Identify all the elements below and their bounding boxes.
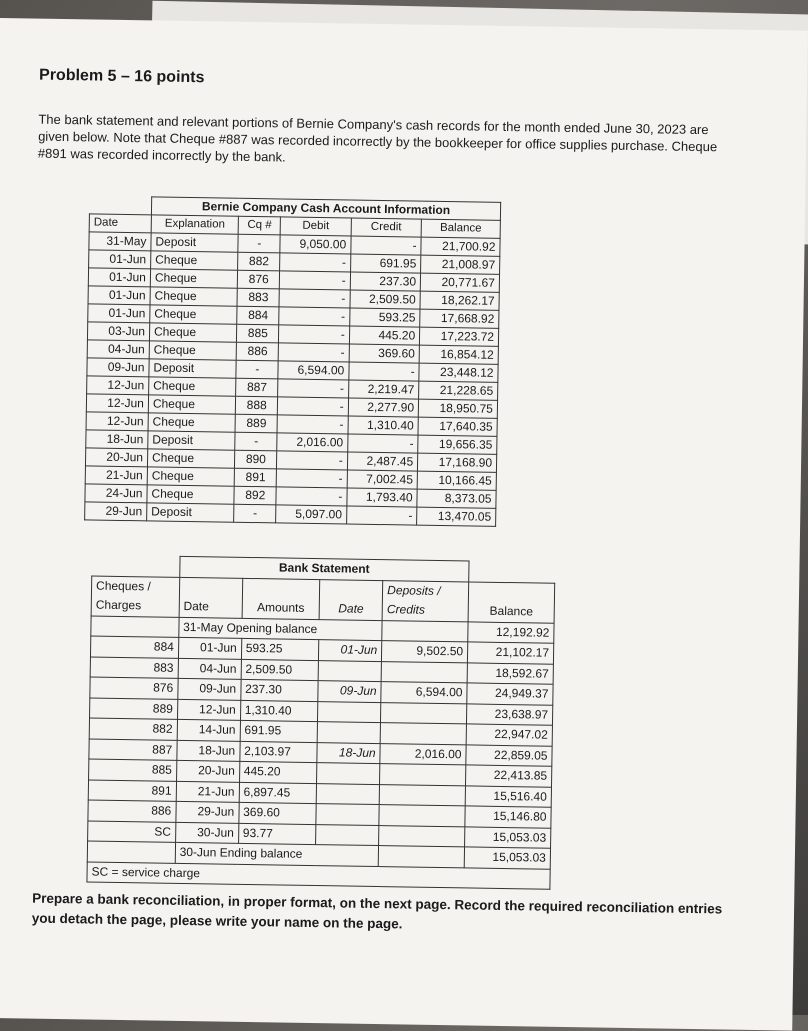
cell-balance: 22,413.85 [466,765,552,787]
bank-statement-table [86,555,555,890]
sc-note: SC = service charge [87,861,550,889]
cell-cq: 876 [238,270,280,289]
cell-explanation: Deposit [149,359,237,378]
cell-cq: - [235,432,277,451]
opening-label: 31-May Opening balance [179,617,383,641]
cell-deposit [379,805,465,827]
cell-amount: 691.95 [240,720,318,742]
cell-cq: 885 [237,324,279,343]
cell-credit: 237.30 [350,272,421,291]
cell-explanation: Cheque [149,341,237,360]
cell-debit: - [280,271,351,290]
cell-date: 29-Jun [176,801,239,822]
cell-cq: 889 [235,414,277,433]
cell-deposit-date [317,722,380,743]
cell-debit: - [277,415,348,434]
cell-credit: 2,509.50 [350,290,421,309]
cell-balance: 17,668.92 [420,309,499,328]
cell-date: 12-Jun [87,376,149,395]
cell-cq: 882 [238,252,280,271]
cell-explanation: Cheque [147,449,235,468]
cell-deposit [381,702,467,724]
cell-balance: 21,700.92 [421,237,500,256]
cell-date: 18-Jun [177,740,240,761]
cell-explanation: Cheque [150,305,238,324]
cell-cheque: SC [88,820,176,842]
cell-deposit: 6,594.00 [381,682,467,704]
cell-date: 01-Jun [88,286,150,305]
cell-debit: - [278,343,349,362]
cell-cq: 888 [236,396,278,415]
cell-credit: 1,310.40 [348,416,419,435]
cell-balance: 17,640.35 [418,417,497,436]
cell-cq: 892 [234,486,276,505]
cell-credit: 691.95 [350,254,421,273]
cell-cq: 890 [235,450,277,469]
cell-credit: 445.20 [349,326,420,345]
cell-balance: 8,373.05 [417,489,496,508]
problem-title: Problem 5 – 16 points [38,66,205,87]
cell-deposit-date: 01-Jun [319,640,382,661]
cell-explanation: Cheque [148,413,236,432]
cell-date: 01-Jun [88,268,150,287]
col-credit: Credit [351,218,422,237]
cell-balance: 17,168.90 [418,453,497,472]
cell-explanation: Cheque [150,269,238,288]
cell-credit: 2,219.47 [348,380,419,399]
cell-date: 20-Jun [85,448,147,467]
cell-credit: - [351,236,422,255]
cell-explanation: Cheque [148,395,236,414]
cell-credit: - [346,506,417,525]
cell-deposit-date: 09-Jun [318,681,381,702]
cell-debit: - [279,325,350,344]
cell-balance: 23,638.97 [467,703,553,725]
cell-credit: 2,487.45 [347,452,418,471]
opening-balance: 12,192.92 [468,621,554,643]
cell-date: 03-Jun [87,322,149,341]
cell-cq: - [238,234,280,253]
cell-deposit-date: 18-Jun [317,742,380,763]
cell-explanation: Cheque [147,485,235,504]
cell-balance: 19,656.35 [418,435,497,454]
cell-balance: 15,146.80 [465,806,551,828]
cell-deposit: 2,016.00 [380,743,466,765]
cell-balance: 13,470.05 [417,507,496,526]
cell-deposit-date [318,660,381,681]
cell-date: 12-Jun [86,394,148,413]
cell-balance: 18,950.75 [418,399,497,418]
cell-date: 01-Jun [178,637,241,658]
cell-date: 09-Jun [178,678,241,699]
col-balance: Balance [421,219,500,238]
col-date: Date [179,577,243,618]
cell-credit: 2,277.90 [348,398,419,417]
cell-balance: 20,771.67 [420,273,499,292]
cell-balance: 17,223.72 [420,327,499,346]
cell-deposit-date [316,783,379,804]
cell-date: 30-Jun [175,822,238,843]
cell-credit: 1,793.40 [347,488,418,507]
cell-amount: 445.20 [239,761,317,783]
cell-date: 09-Jun [87,358,149,377]
col-cq: Cq # [238,216,280,235]
cell-cq: 884 [237,306,279,325]
cell-date: 12-Jun [177,699,240,720]
cell-date: 21-Jun [176,781,239,802]
cell-balance: 18,592.67 [467,662,553,684]
cell-cheque: 885 [89,759,177,781]
cell-debit: - [279,289,350,308]
cell-cheque: 887 [89,738,177,760]
cell-amount: 6,897.45 [239,782,317,804]
cell-amount: 1,310.40 [240,700,318,722]
cell-date: 31-May [89,232,151,251]
cell-explanation: Deposit [151,233,239,252]
cell-deposit [380,723,466,745]
cell-date: 04-Jun [87,340,149,359]
cell-balance: 23,448.12 [419,363,498,382]
col-amounts: Amounts [242,578,320,619]
cell-explanation: Cheque [149,377,237,396]
cell-credit: - [349,362,420,381]
col-cheques-charges: Cheques / Charges [91,576,179,617]
col-explanation: Explanation [151,215,239,234]
cell-credit: 7,002.45 [347,470,418,489]
cell-balance: 18,262.17 [420,291,499,310]
cell-cq: 883 [237,288,279,307]
cell-cheque: 883 [90,657,178,679]
cell-cheque: 889 [90,697,178,719]
col-date: Date [89,214,151,233]
cell-explanation: Cheque [150,287,238,306]
cell-date: 29-Jun [85,502,147,521]
cell-credit: 593.25 [349,308,420,327]
cell-debit: 9,050.00 [280,235,351,254]
cell-debit: - [276,469,347,488]
cell-balance: 16,854.12 [419,345,498,364]
cell-date: 04-Jun [178,658,241,679]
cell-cheque: 876 [90,677,178,699]
cell-debit: - [278,397,349,416]
cell-date: 12-Jun [86,412,148,431]
cell-deposit [379,784,465,806]
cell-explanation: Cheque [149,323,237,342]
cell-debit: - [276,487,347,506]
cell-explanation: Cheque [147,467,235,486]
cell-balance: 10,166.45 [417,471,496,490]
cell-credit: 369.60 [349,344,420,363]
cell-balance: 15,516.40 [465,785,551,807]
cell-cq: - [234,504,276,523]
cell-amount: 369.60 [239,802,317,824]
cell-deposit-date [317,763,380,784]
cell-balance: 22,947.02 [466,724,552,746]
ending-label: 30-Jun Ending balance [175,842,379,866]
cell-debit: - [277,451,348,470]
col-debit: Debit [280,217,351,236]
cell-explanation: Deposit [148,431,236,450]
cell-balance: 21,228.65 [419,381,498,400]
cell-deposit-date [316,804,379,825]
cell-date: 01-Jun [89,250,151,269]
problem-intro: The bank statement and relevant portions of Bernie Company's cash records for the month ended June 30, 2023 are given below. Note that Cheque #887 was recorded incorrectly by the bookkeeper for office supplies purchase. Cheque #891 was recorded incorrectly by the bank. [37,111,718,165]
cell-cq: 891 [234,468,276,487]
cell-amount: 237.30 [240,679,318,701]
col-balance: Balance [468,581,555,622]
cell-debit: 2,016.00 [277,433,348,452]
bank-table-title: Bank Statement [179,556,469,581]
cell-date: 18-Jun [86,430,148,449]
cash-account-table [84,195,501,526]
cell-cheque: 884 [90,636,178,658]
cell-deposit [381,661,467,683]
cell-debit: 5,097.00 [276,505,347,524]
cell-debit: - [279,307,350,326]
cell-balance: 22,859.05 [466,744,552,766]
cell-balance: 21,102.17 [467,642,553,664]
cell-cheque: 891 [88,779,176,801]
cell-debit: - [278,379,349,398]
cell-deposit-date [318,701,381,722]
cell-balance: 21,008.97 [421,255,500,274]
ending-balance: 15,053.03 [464,847,550,869]
cell-balance: 15,053.03 [465,826,551,848]
cell-date: 14-Jun [177,719,240,740]
cell-debit: - [280,253,351,272]
cell-debit: 6,594.00 [278,361,349,380]
instructions: Prepare a bank reconciliation, in proper format, on the next page. Record the required reconciliation entries you detach the page, please write your name on the page. [31,890,723,932]
cash-table-title: Bernie Company Cash Account Information [151,197,500,220]
cell-date: 21-Jun [85,466,147,485]
cell-balance: 24,949.37 [467,683,553,705]
cell-date: 01-Jun [88,304,150,323]
cell-date: 20-Jun [176,760,239,781]
cell-explanation: Cheque [151,251,239,270]
cell-deposit: 9,502.50 [382,641,468,663]
cell-cheque: 886 [88,800,176,822]
cell-cq: 887 [236,378,278,397]
col-deposit-date: Date [319,579,383,620]
cell-deposit [379,825,465,847]
cell-deposit [380,764,466,786]
cell-explanation: Deposit [147,503,235,522]
cell-cheque: 882 [89,718,177,740]
cell-amount: 2,103.97 [239,741,317,763]
cell-amount: 2,509.50 [241,659,319,681]
cell-credit: - [347,434,418,453]
cell-amount: 593.25 [241,638,319,660]
col-deposits-credits: Deposits / Credits [382,580,468,621]
cell-amount: 93.77 [238,823,316,845]
cell-date: 24-Jun [85,484,147,503]
cell-cq: 886 [236,342,278,361]
cell-cq: - [236,360,278,379]
worksheet-page [0,18,808,1031]
cell-deposit-date [316,824,379,845]
